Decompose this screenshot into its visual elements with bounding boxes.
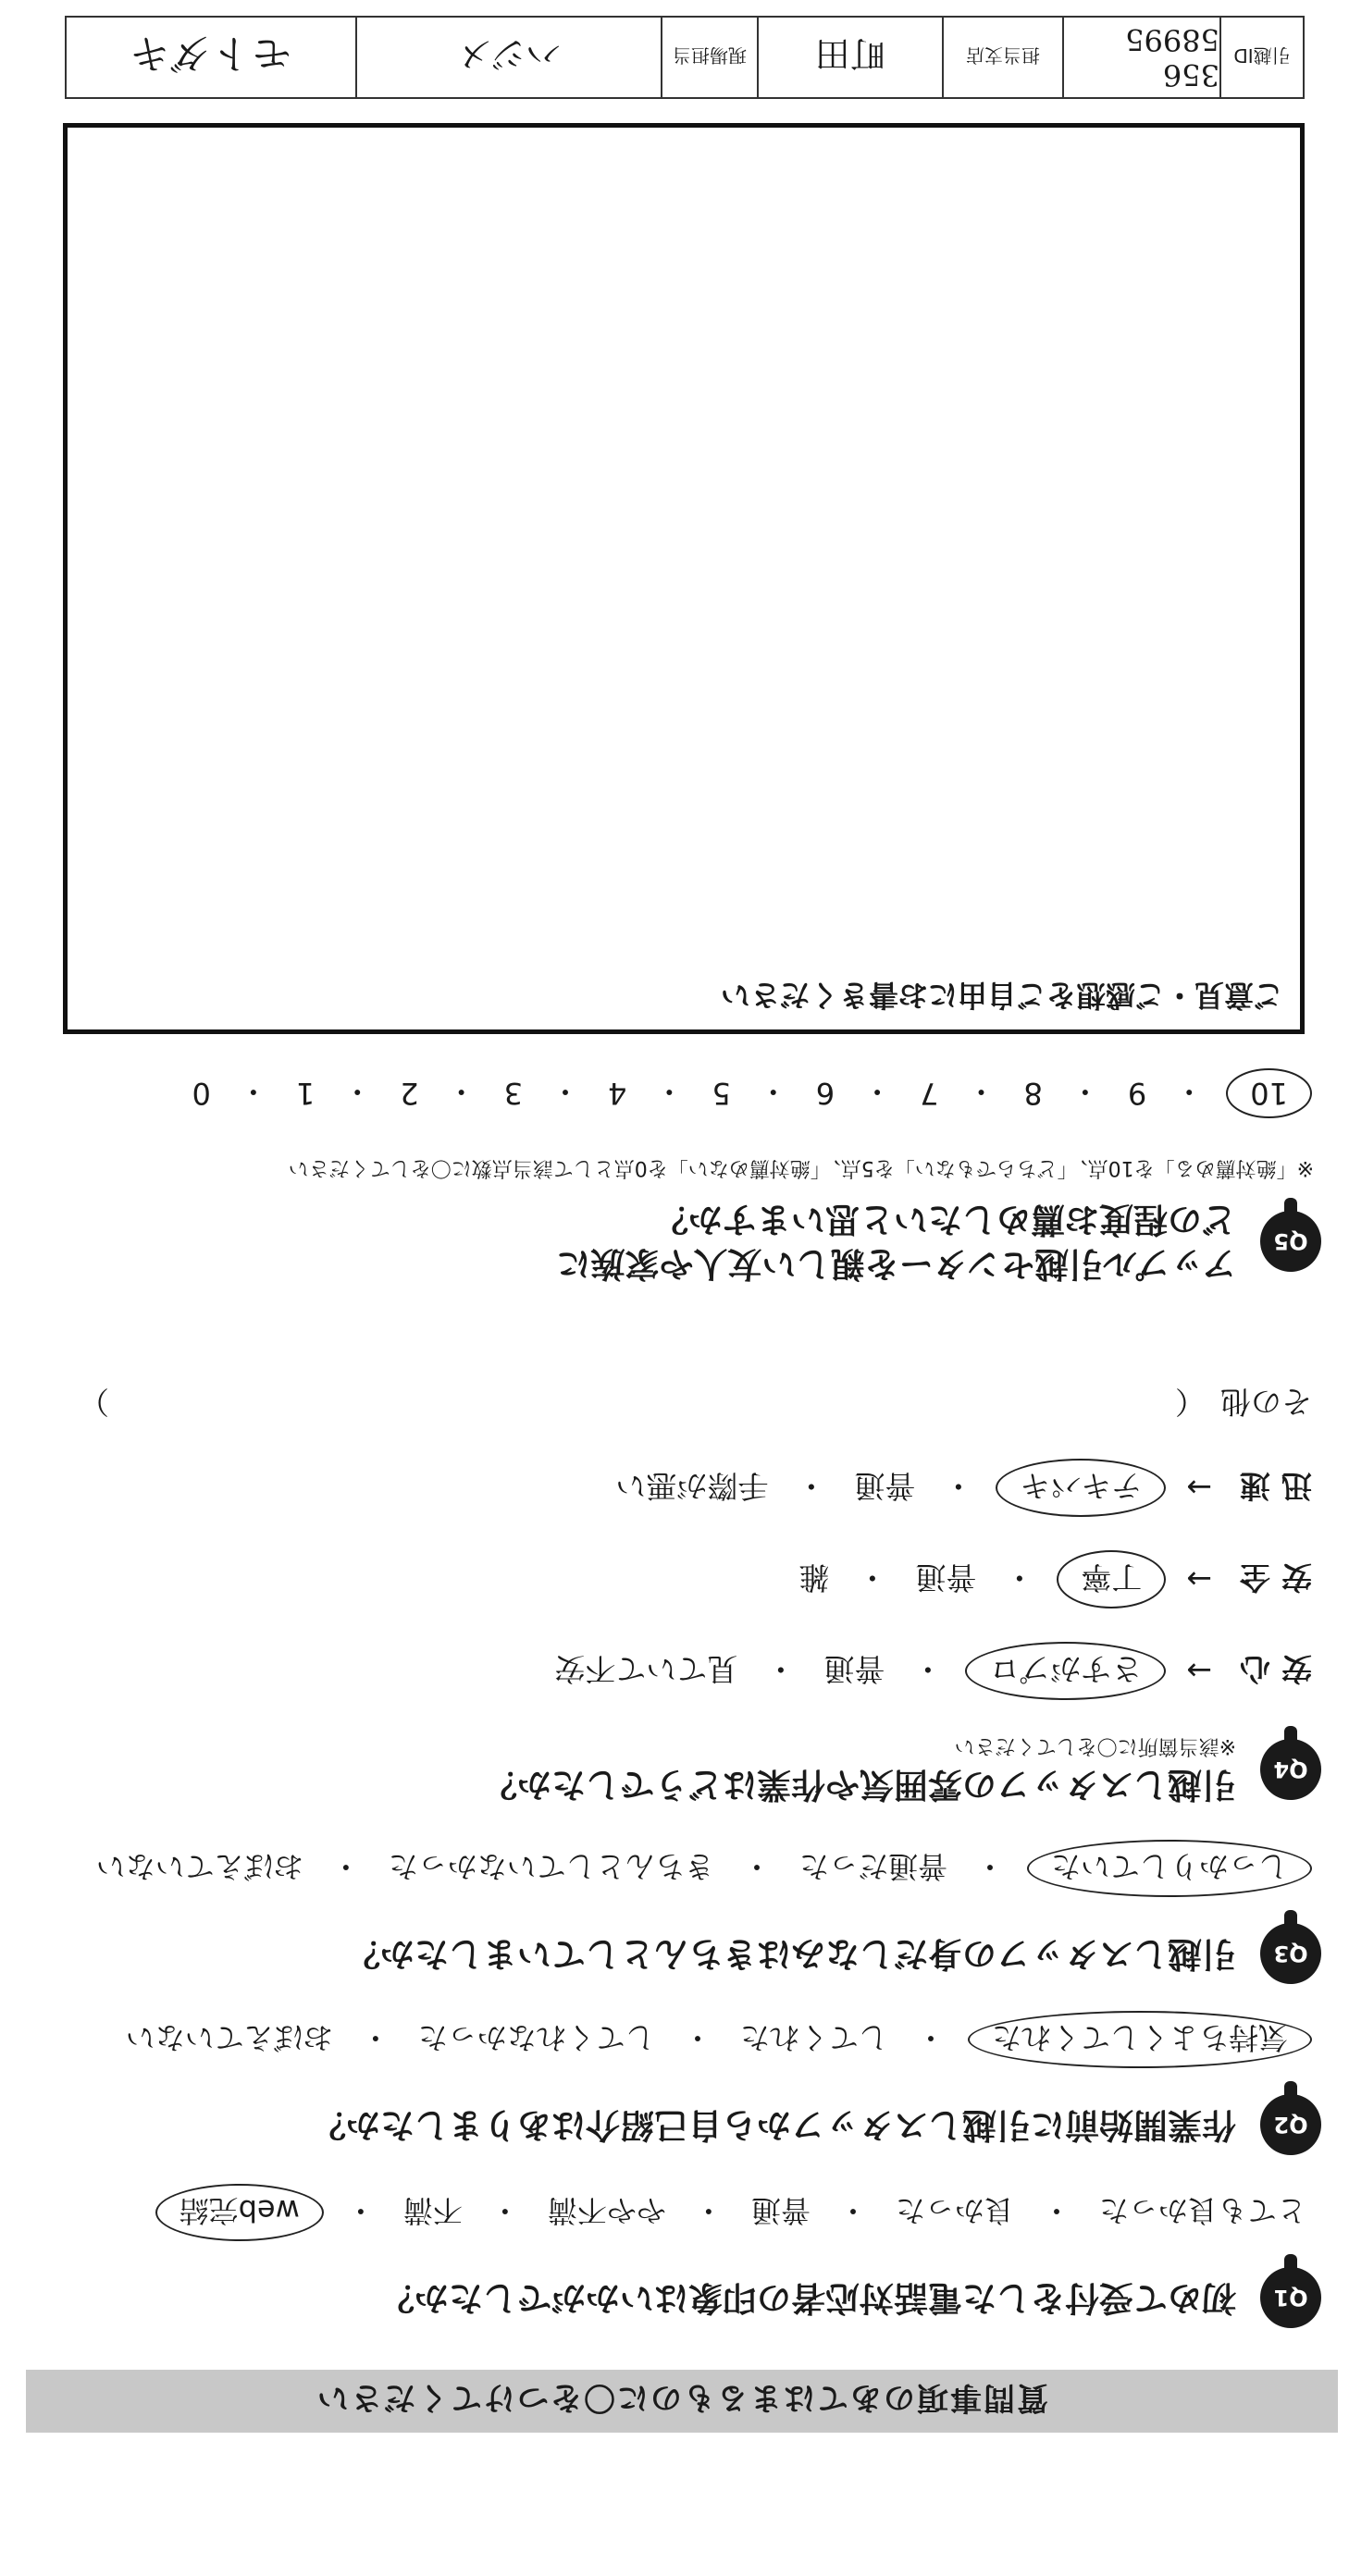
move-id-label: 引越ID: [1233, 44, 1291, 68]
q5-score[interactable]: 9: [1127, 1076, 1147, 1111]
q3-option-circled[interactable]: しっかりしていた: [1027, 1840, 1312, 1897]
q1-option[interactable]: とても良かった: [1098, 2193, 1306, 2228]
q3-badge-icon: Q3: [1260, 1923, 1321, 1984]
info-table: [65, 16, 1305, 99]
arrow-icon: →: [1186, 1653, 1212, 1689]
q5-text-line1: アップル引越センターを親しい友人や家族に: [556, 1244, 1236, 1284]
q4-row-label: 迅速: [1229, 1468, 1312, 1504]
q4-badge-icon: Q4: [1260, 1740, 1321, 1801]
signature-cell: [67, 18, 355, 97]
question-1: [28, 2184, 1321, 2328]
q1-badge-icon: Q1: [1260, 2267, 1321, 2328]
q1-option[interactable]: やや不満: [547, 2193, 666, 2228]
q4-option[interactable]: 普通: [823, 1651, 885, 1687]
branch-label-cell: [942, 18, 1062, 97]
signature: モトダキ: [130, 30, 292, 77]
q4-option[interactable]: 見ていて不安: [554, 1651, 738, 1687]
q2-option[interactable]: してくれた: [739, 2020, 888, 2055]
branch-label: 担当支店: [966, 44, 1040, 68]
q4-row-label: 安全: [1229, 1559, 1312, 1596]
q4-option[interactable]: 手際が悪い: [615, 1468, 769, 1504]
arrow-icon: →: [1186, 1470, 1212, 1506]
q4-note: ※該当箇所に〇をしてください: [954, 1734, 1236, 1757]
question-4: [28, 1382, 1321, 1806]
driver-label-cell: [661, 18, 757, 97]
question-2: [28, 2011, 1321, 2155]
q5-score[interactable]: 8: [1023, 1076, 1043, 1111]
comment-caption: ご意見・ご感想をご自由にお書きください: [720, 978, 1283, 1013]
q1-options: とても良かった ・ 良かった ・ 普通 ・ やや不満 ・ 不満 ・ web完結: [28, 2184, 1312, 2241]
q1-option-circled[interactable]: web完結: [155, 2184, 324, 2241]
q2-option[interactable]: おぼえていない: [125, 2020, 333, 2055]
q5-note: ※「絶対薦める」を10点、「どちらでもない」を5点、「絶対薦めない」を0点として該当点数に〇をしてください: [288, 1156, 1314, 1179]
q5-score-circled[interactable]: 10: [1226, 1068, 1312, 1118]
branch-value: 町田: [815, 33, 886, 75]
arrow-icon: →: [1186, 1561, 1212, 1597]
q3-text: 引越しスタッフの身だしなみはきちんとしていましたか？: [346, 1934, 1236, 1974]
driver-value-cell: [355, 18, 661, 97]
q5-score[interactable]: 5: [712, 1076, 731, 1111]
q5-text-line2: どの程度お薦めしたいと思いますか？: [654, 1200, 1236, 1239]
q4-row-other: その他 （ ）: [28, 1382, 1312, 1425]
q2-option[interactable]: してくれなかった: [417, 2020, 655, 2055]
q4-option-circled[interactable]: 丁寧: [1057, 1550, 1166, 1608]
q4-row-anzen: 安全 → 丁寧 ・ 普通 ・ 雑: [28, 1550, 1312, 1608]
question-3: [28, 1840, 1321, 1984]
q4-row-label: 安心: [1229, 1651, 1312, 1687]
q4-option-circled[interactable]: さすがプロ: [965, 1642, 1166, 1700]
q3-option[interactable]: きちんとしていなかった: [388, 1849, 714, 1884]
q4-option[interactable]: 雑: [798, 1559, 830, 1596]
q4-row-anshin: 安心 → さすがプロ ・ 普通 ・ 見ていて不安: [28, 1642, 1312, 1700]
move-id-value: 356 58995: [1125, 22, 1219, 92]
q4-text: 引越しスタッフの雰囲気や作業はどうでしたか？: [483, 1765, 1236, 1805]
instruction-banner: 質問事項のあてはまるものに〇をつけてください: [26, 2370, 1338, 2433]
q5-score[interactable]: 2: [400, 1076, 419, 1111]
move-id-label-cell: [1219, 18, 1303, 97]
q3-option[interactable]: 普通だった: [798, 1849, 947, 1884]
q3-options: しっかりしていた ・ 普通だった ・ きちんとしていなかった ・ おぼえていない: [28, 1840, 1312, 1897]
q4-row-jinsoku: 迅速 → テキパキ ・ 普通 ・ 手際が悪い: [28, 1459, 1312, 1517]
q1-text: 初めて受付をした電話対応者の印象はいかがでしたか？: [380, 2278, 1236, 2318]
q4-option[interactable]: 普通: [854, 1468, 916, 1504]
q5-score[interactable]: 6: [815, 1076, 835, 1111]
comment-box[interactable]: [63, 123, 1305, 1034]
driver-value: ハジメ: [456, 33, 562, 75]
q5-scale: 10 ・ 9 ・ 8 ・ 7 ・ 6 ・ 5 ・ 4 ・ 3 ・ 2 ・ 1 ・ 0: [28, 1068, 1312, 1118]
q5-score[interactable]: 0: [192, 1076, 211, 1111]
q4-other-label: その他: [1220, 1384, 1312, 1420]
q2-text: 作業開始前に引越しスタッフから自己紹介はありましたか？: [312, 2105, 1236, 2145]
question-5: [28, 1068, 1321, 1286]
q4-option-circled[interactable]: テキパキ: [996, 1459, 1166, 1517]
q5-score[interactable]: 4: [608, 1076, 627, 1111]
q3-option[interactable]: おぼえていない: [95, 1849, 303, 1884]
q5-score[interactable]: 1: [295, 1076, 316, 1111]
q1-option[interactable]: 普通: [750, 2193, 811, 2228]
branch-value-cell: [757, 18, 942, 97]
q2-option-circled[interactable]: 気持ちよくしてくれた: [968, 2011, 1312, 2068]
q1-option[interactable]: 良かった: [895, 2193, 1014, 2228]
driver-label: 現場担当: [673, 44, 747, 68]
q1-option[interactable]: 不満: [402, 2193, 463, 2228]
q5-score[interactable]: 7: [920, 1076, 939, 1111]
q2-badge-icon: Q2: [1260, 2094, 1321, 2155]
move-id-value-cell: [1062, 18, 1219, 97]
q2-options: 気持ちよくしてくれた ・ してくれた ・ してくれなかった ・ おぼえていない: [28, 2011, 1312, 2068]
q5-badge-icon: Q5: [1260, 1211, 1321, 1272]
q5-score[interactable]: 3: [503, 1076, 524, 1111]
q4-option[interactable]: 普通: [915, 1559, 977, 1596]
